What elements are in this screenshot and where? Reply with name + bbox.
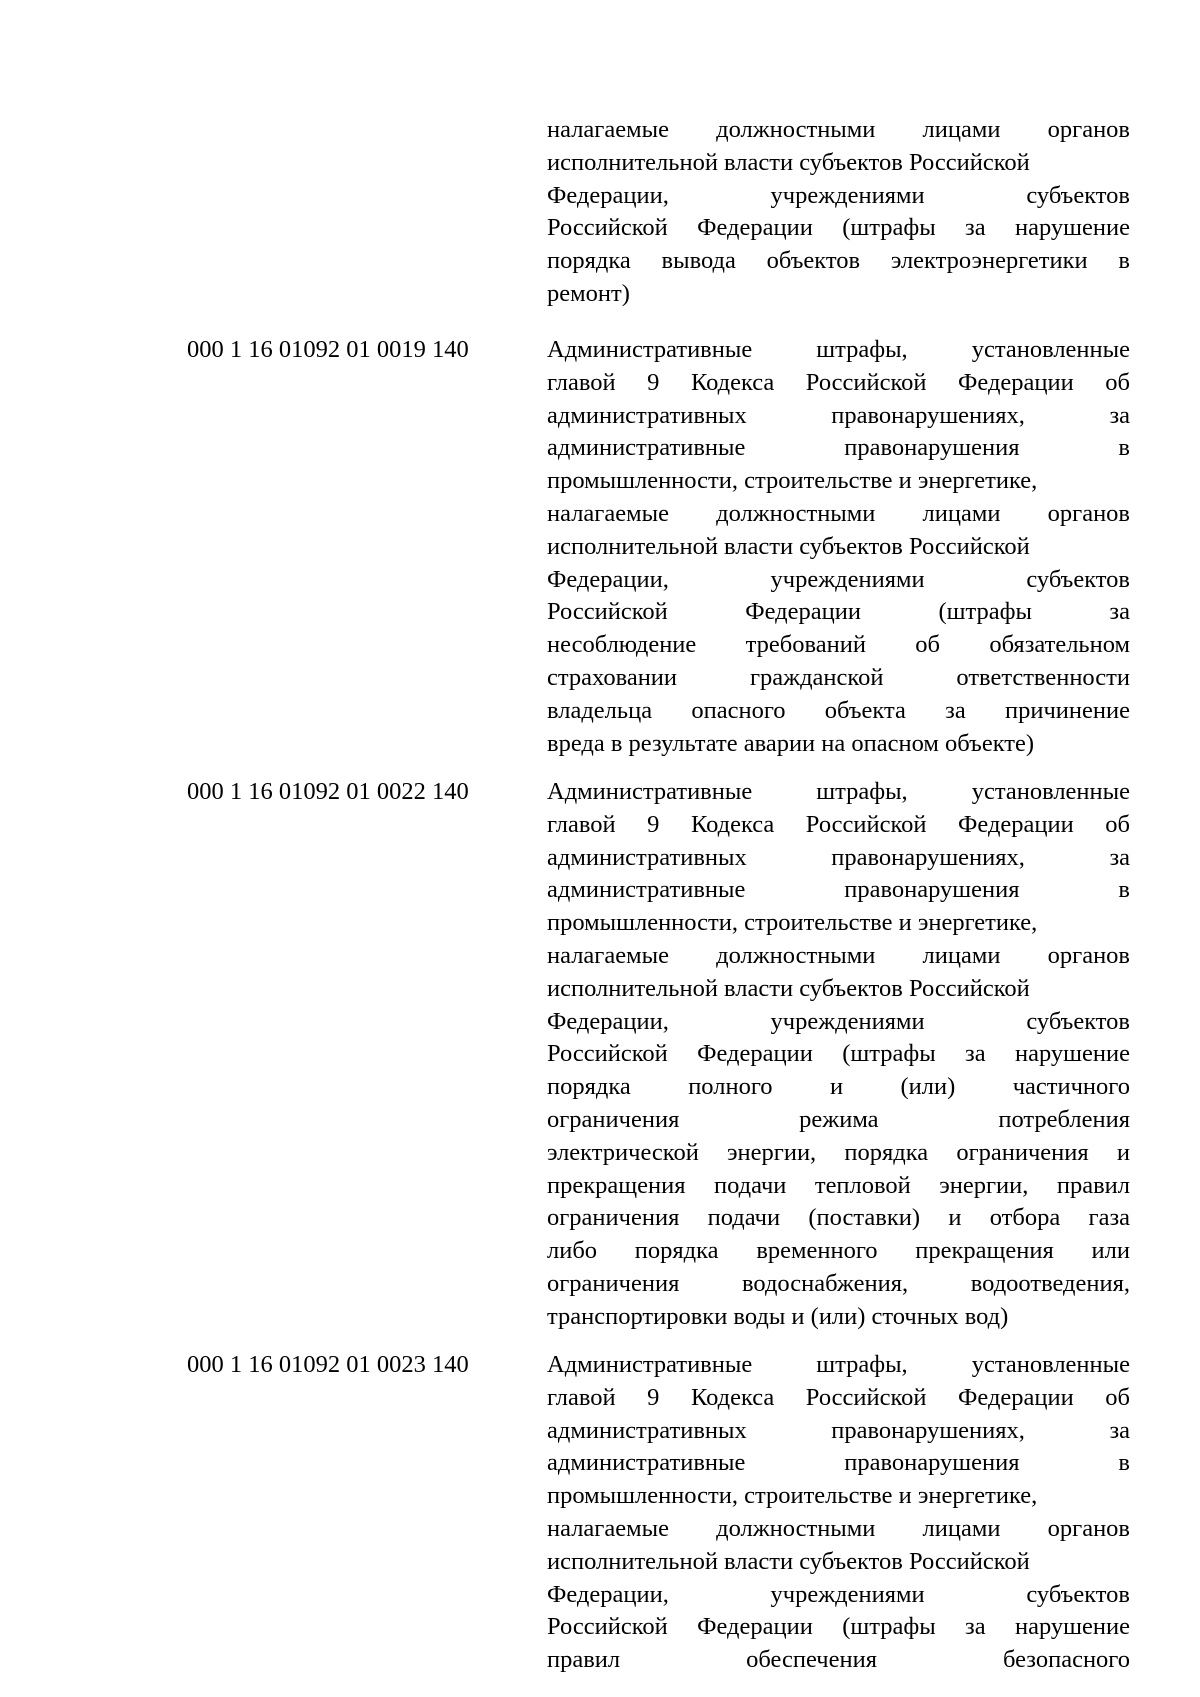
description-line: промышленности, строительстве и энергетике, <box>547 909 1038 937</box>
description-line: ремонт) <box>547 279 630 307</box>
description-line: Российской Федерации (штрафы за нарушение <box>547 1040 1130 1068</box>
description-line: административных правонарушениях, за <box>547 1416 1130 1444</box>
description-line: несоблюдение требований об обязательном <box>547 631 1130 659</box>
description-line: порядка вывода объектов электроэнергетики в <box>547 247 1130 275</box>
description-line: исполнительной власти субъектов Российской <box>547 974 1030 1002</box>
description-line: Российской Федерации (штрафы за <box>547 598 1130 626</box>
description-line: Российской Федерации (штрафы за нарушение <box>547 214 1130 242</box>
description-line: электрической энергии, порядка ограничения и <box>547 1138 1130 1166</box>
budget-code: 000 1 16 01092 01 0023 140 <box>187 1351 469 1378</box>
description-line: исполнительной власти субъектов Российской <box>547 1547 1030 1575</box>
description-line: Административные штрафы, установленные <box>547 778 1130 805</box>
description-line: Российской Федерации (штрафы за нарушение <box>547 1613 1130 1641</box>
row-description <box>547 1349 1130 1677</box>
description-line: административных правонарушениях, за <box>547 843 1130 871</box>
description-line: порядка полного и (или) частичного <box>547 1073 1130 1101</box>
description-line: административные правонарушения в <box>547 1449 1130 1477</box>
budget-code: 000 1 16 01092 01 0022 140 <box>187 778 469 805</box>
description-line: ограничения режима потребления <box>547 1105 1130 1133</box>
description-line: вреда в результате аварии на опасном объекте) <box>547 729 1035 757</box>
description-line: ограничения подачи (поставки) и отбора газа <box>547 1204 1130 1232</box>
row-description <box>547 114 1130 311</box>
description-line: Федерации, учреждениями субъектов <box>547 1580 1130 1608</box>
row-description <box>547 776 1130 1334</box>
description-line: либо порядка временного прекращения или <box>547 1237 1130 1265</box>
description-line: промышленности, строительстве и энергетике, <box>547 1482 1038 1510</box>
budget-code: 000 1 16 01092 01 0019 140 <box>187 336 469 363</box>
description-line: ограничения водоснабжения, водоотведения, <box>547 1269 1130 1297</box>
description-line: налагаемые должностными лицами органов <box>547 499 1130 527</box>
description-line: Административные штрафы, установленные <box>547 336 1130 363</box>
description-line: исполнительной власти субъектов Российской <box>547 148 1030 176</box>
description-line: Административные штрафы, установленные <box>547 1351 1130 1378</box>
description-line: административные правонарушения в <box>547 434 1130 462</box>
description-line: административные правонарушения в <box>547 876 1130 904</box>
description-line: исполнительной власти субъектов Российской <box>547 532 1030 560</box>
description-line: Федерации, учреждениями субъектов <box>547 565 1130 593</box>
description-line: правил обеспечения безопасного <box>547 1646 1130 1674</box>
description-line: главой 9 Кодекса Российской Федерации об <box>547 368 1130 396</box>
description-line: налагаемые должностными лицами органов <box>547 941 1130 969</box>
row-description <box>547 334 1130 760</box>
description-line: главой 9 Кодекса Российской Федерации об <box>547 810 1130 838</box>
description-line: страховании гражданской ответственности <box>547 663 1130 691</box>
description-line: Федерации, учреждениями субъектов <box>547 1007 1130 1035</box>
description-line: транспортировки воды и (или) сточных вод) <box>547 1302 1009 1330</box>
description-line: налагаемые должностными лицами органов <box>547 116 1130 143</box>
description-line: промышленности, строительстве и энергетике, <box>547 467 1038 495</box>
description-line: налагаемые должностными лицами органов <box>547 1514 1130 1542</box>
description-line: Федерации, учреждениями субъектов <box>547 181 1130 209</box>
description-line: прекращения подачи тепловой энергии, правил <box>547 1171 1130 1199</box>
description-line: владельца опасного объекта за причинение <box>547 696 1130 724</box>
description-line: административных правонарушениях, за <box>547 401 1130 429</box>
description-line: главой 9 Кодекса Российской Федерации об <box>547 1383 1130 1411</box>
